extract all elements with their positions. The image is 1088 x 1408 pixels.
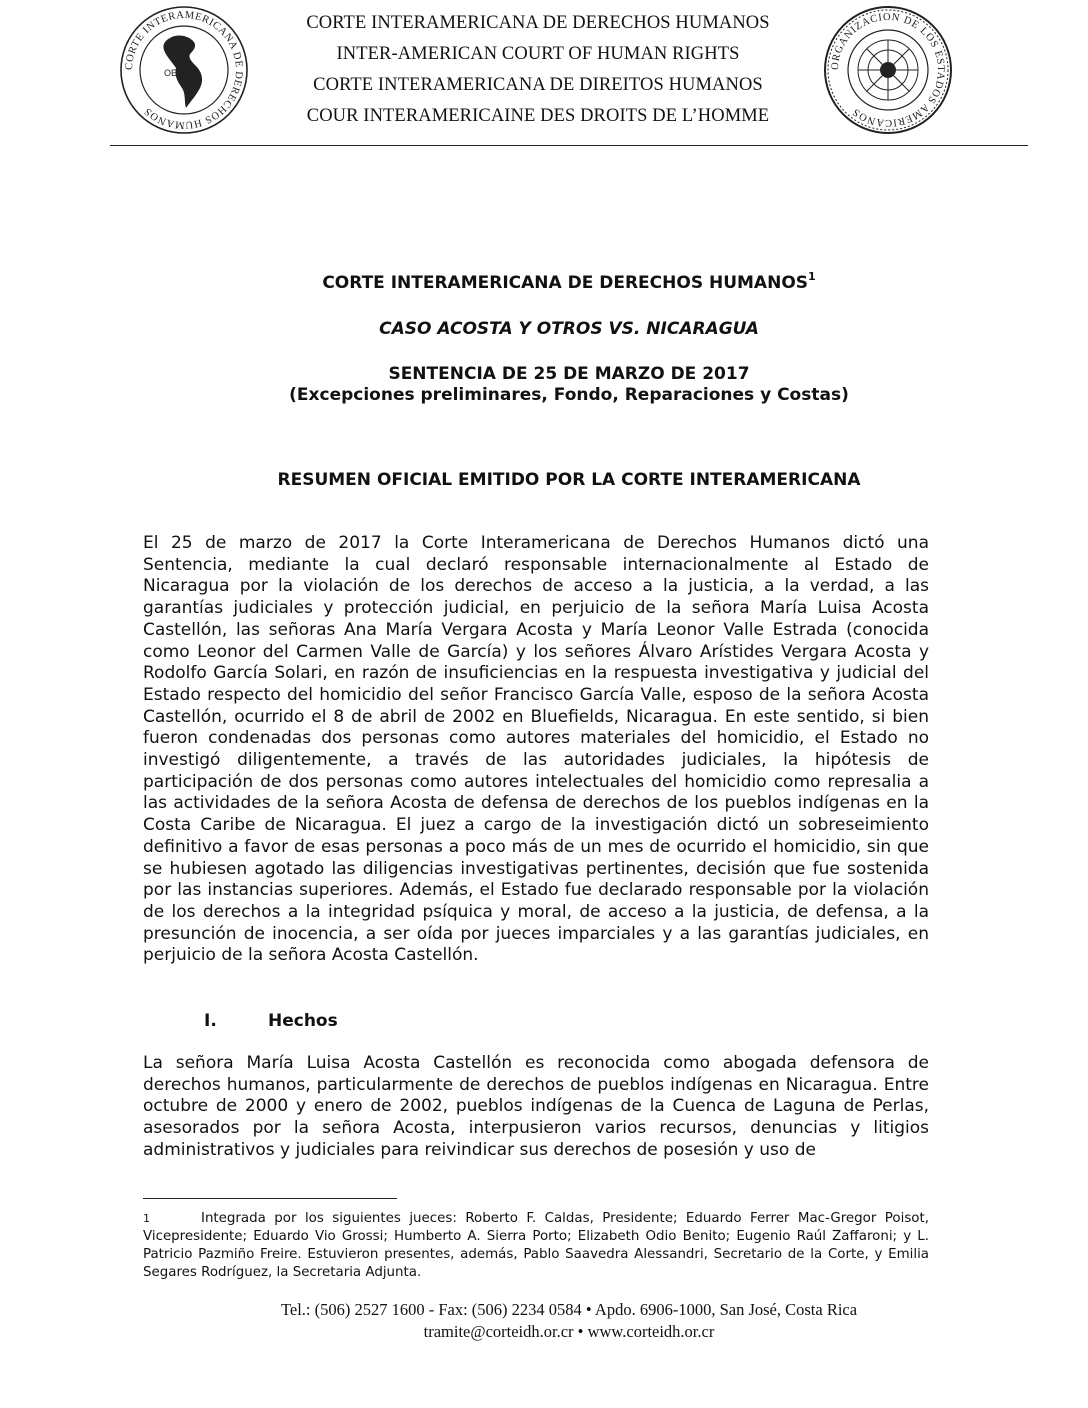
- judgment-subtitle: (Excepciones preliminares, Fondo, Reparaciones y Costas): [289, 385, 849, 405]
- section-number: I.: [204, 1011, 217, 1031]
- letterhead-lines: [262, 8, 814, 132]
- letterhead-line-es: CORTE INTERAMERICANA DE DERECHOS HUMANOS: [306, 13, 770, 33]
- footnote-mark: 1: [143, 1212, 150, 1225]
- facts-paragraph: La señora María Luisa Acosta Castellón es reconocida como abogada defensora de derechos humanos, particularmente de derechos de pueblos indígenas en Nicaragua. Entre octubre de 2000 y enero de 2002, pueblos indígenas de la Cuenca de Laguna de Perlas, asesorados por la señora Acosta, interpusieron varios recursos, denuncias y litigios administrativos y judiciales para reivindicar sus derechos de posesión y uso de: [143, 1053, 929, 1160]
- summary-paragraph: El 25 de marzo de 2017 la Corte Interamericana de Derechos Humanos dictó una Sentencia, mediante la cual declaró responsable internacionalmente al Estado de Nicaragua por la violación de los derechos de acceso a la justicia, a la verdad, a las garantías judiciales y protección judicial, en perjuicio de la señora María Luisa Acosta Castellón, las señoras Ana María Vergara Acosta y María Leonor Valle Estrada (conocida como Leonor del Carmen Valle de García) y los señores Álvaro Arístides Vergara Acosta y Rodolfo García Solari, en razón de insuficiencias en la respuesta investigativa y judicial del Estado respecto del homicidio del señor Francisco García Valle, esposo de la señora Acosta Castellón, ocurrido el 8 de abril de 2002 en Bluefields, Nicaragua. En este sentido, si bien fueron condenadas dos personas como autores materiales del homicidio, el Estado no investigó diligentemente, a través de las autoridades judiciales, la hipótesis de participación de dos personas como autores intelectuales del homicidio como represalia a las actividades de la señora Acosta de defensa de derechos de los pueblos indígenas en la Costa Caribe de Nicaragua. El juez a cargo de la investigación dictó un sobreseimiento definitivo a favor de esas personas a poco más de un mes de ocurrido el homicidio, sin que se hubiesen agotado las diligencias investigativas pertinentes, decisión que fue sostenida por las instancias superiores. Además, el Estado fue declarado responsable por la violación de los derechos a la integridad psíquica y moral, de acceso a la justicia, de defensa, a la presunción de inocencia, a ser oída por jueces imparciales y a las garantías judiciales, en perjuicio de la señora Acosta Castellón.: [143, 533, 929, 966]
- footnote-text: Integrada por los siguientes jueces: Roberto F. Caldas, Presidente; Eduardo Ferrer Mac-Gregor Poisot, Vicepresidente; Eduardo Vio Grossi; Humberto A. Sierra Porto; Elizabeth Odio Benito; Eugenio Raúl Zaffaroni; y L. Patricio Pazmiño Freire. Estuvieron presentes, además, Pablo Saavedra Alessandri, Secretario de la Corte, y Emilia Segares Rodríguez, la Secretaria Adjunta.: [143, 1211, 929, 1280]
- footnote: [143, 1210, 929, 1282]
- title-footnote-mark: 1: [808, 270, 816, 283]
- case-title: CASO ACOSTA Y OTROS VS. NICARAGUA: [379, 319, 759, 339]
- court-title: CORTE INTERAMERICANA DE DERECHOS HUMANOS$^1$: [322, 270, 816, 293]
- letterhead-rule: [110, 145, 1028, 146]
- letterhead-line-en: INTER-AMERICAN COURT OF HUMAN RIGHTS: [336, 44, 740, 64]
- section-heading: [204, 1011, 338, 1031]
- left-seal-center-text: OEA: [164, 68, 184, 78]
- footer-contact: Tel.: (506) 2527 1600 - Fax: (506) 2234 0584 • Apdo. 6906-1000, San José, Costa Rica: [280, 1300, 858, 1319]
- letterhead-line-pt: CORTE INTERAMERICANA DE DIREITOS HUMANOS: [313, 75, 763, 95]
- footnote-rule: [143, 1198, 397, 1199]
- court-seal-logo: [118, 4, 250, 136]
- right-seal-ring-text: ORGANIZACION DE LOS ESTADOS AMERICANOS: [829, 11, 947, 129]
- oas-seal-logo: [822, 4, 954, 136]
- footer-web: tramite@corteidh.or.cr • www.corteidh.or.cr: [423, 1322, 715, 1341]
- section-title: Hechos: [268, 1011, 338, 1031]
- left-seal-ring-text: CORTE INTERAMERICANA DE DERECHOS HUMANOS: [123, 9, 245, 131]
- letterhead-line-fr: COUR INTERAMERICAINE DES DROITS DE L’HOMME: [306, 106, 770, 126]
- summary-title: RESUMEN OFICIAL EMITIDO POR LA CORTE INTERAMERICANA: [277, 470, 861, 490]
- judgment-date: SENTENCIA DE 25 DE MARZO DE 2017: [388, 364, 750, 384]
